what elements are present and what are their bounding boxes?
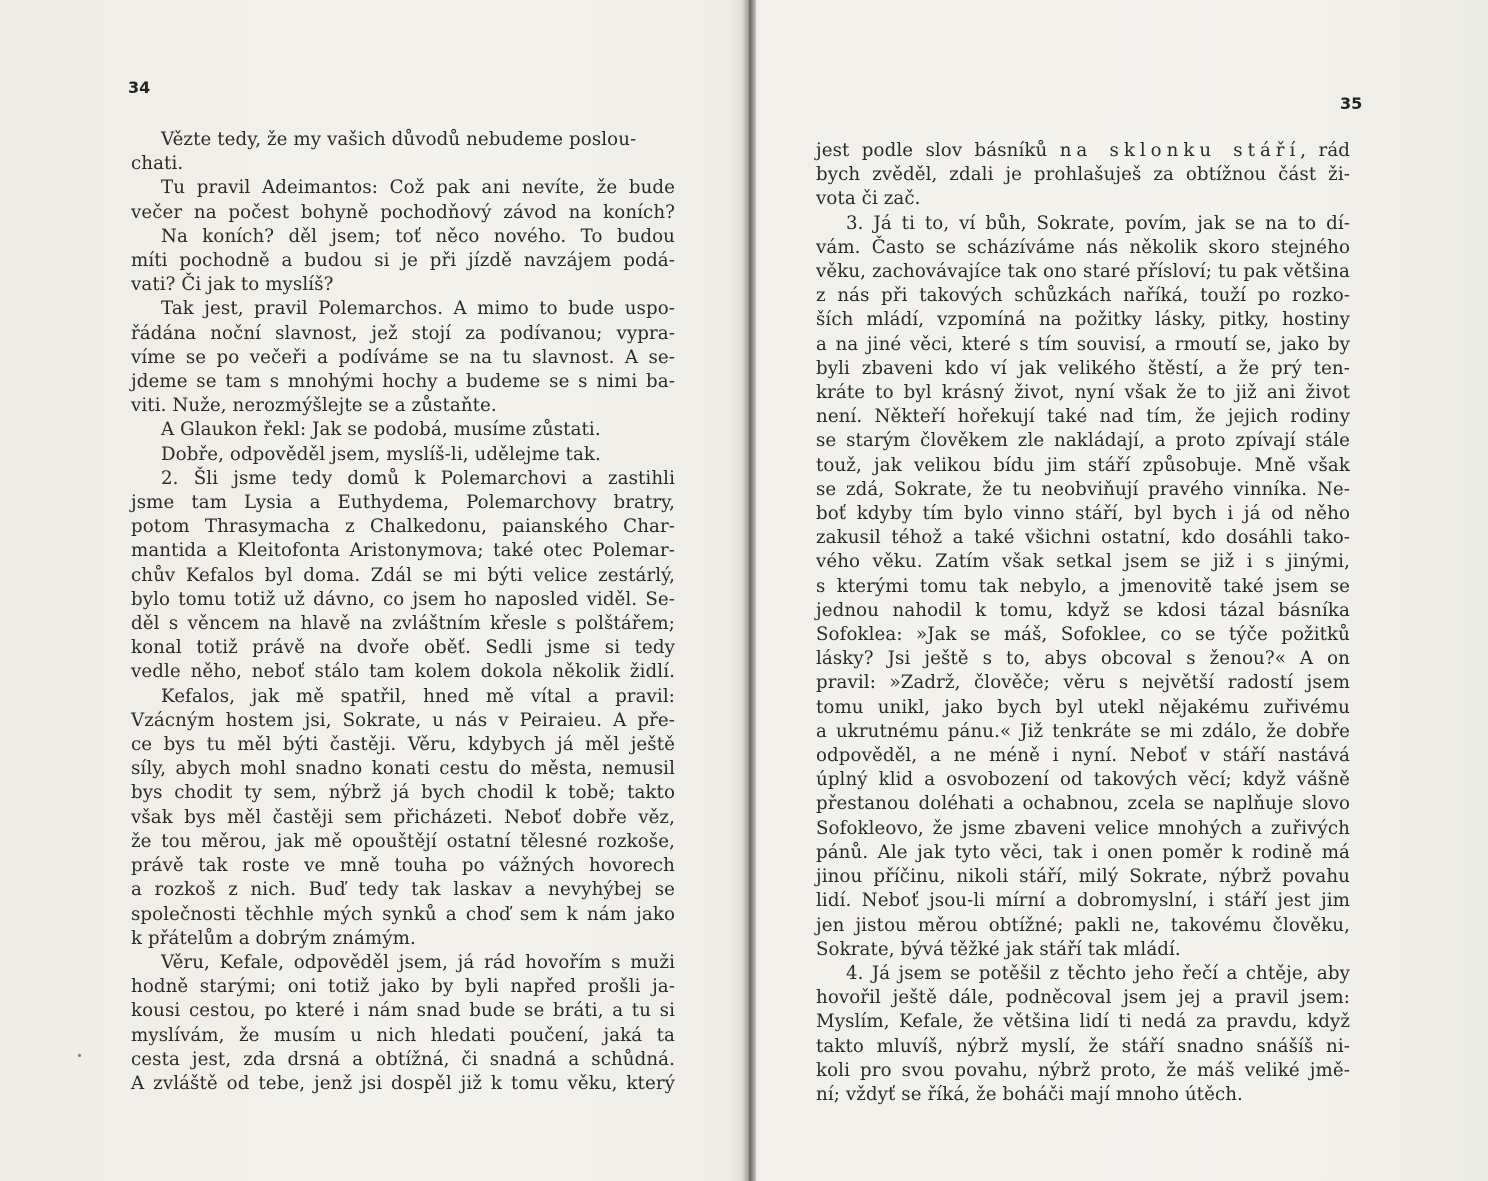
text-line: úplný klid a osvobození od takových věcí; když vášně [816, 769, 1350, 791]
text-line: chův Kefalos byl doma. Zdál se mi býti velice zestárlý, [131, 564, 675, 586]
text-line: právě tak roste ve mně touha po vážných hovorech [131, 855, 675, 877]
text-line: jednou nahodil k tomu, když se kdosi tázal básníka [816, 599, 1350, 621]
text-line: Kefalos, jak mě spatřil, hned mě vítal a pravil: [161, 685, 675, 707]
text-line: bylo tomu totiž už dávno, co jsem ho naposled viděl. Se- [131, 588, 675, 610]
text-line: vedle něho, neboť stálo tam kolem dokola několik židlí. [131, 661, 675, 683]
text-line: vota či zač. [816, 188, 921, 210]
paper-speck [78, 1054, 81, 1057]
text-line: 2. Šli jsme tedy domů k Polemarchovi a zastihli [161, 467, 675, 489]
text-line: Tu pravil Adeimantos: Což pak ani nevíte, že bude [161, 177, 675, 199]
text-line: Vzácným hostem jsi, Sokrate, u nás v Peiraieu. A pře- [131, 709, 675, 731]
text-line: víme se po večeři a podíváme se na tu slavnost. A se- [131, 346, 675, 368]
text-line: jest podle slov básníků na sklonku stáří, rád [816, 140, 1350, 161]
text-line: jdeme se tam s mnohými hochy a budeme se s nimi ba- [131, 371, 675, 393]
text-line: lásky? Jsi ještě s to, abys obcoval s ženou?« A on [816, 648, 1350, 670]
text-line: boť kdyby tím bylo vinno stáří, byl bych i já od něho [816, 503, 1350, 525]
text-line: potom Thrasymacha z Chalkedonu, paianského Char- [131, 516, 675, 538]
text-line: se starým člověkem zle nakládají, a proto zpívají stále [816, 430, 1350, 452]
text-line: ších mládí, vzpomíná na požitky lásky, pitky, hostiny [816, 309, 1350, 331]
text-line: a rozkoš z nich. Buď tedy tak laskav a nevyhýbej se [131, 879, 675, 901]
text-line: chati. [131, 153, 184, 175]
text-line: není. Někteří hořekují také nad tím, že jejich rodiny [816, 406, 1350, 428]
text-line: odpověděl, a ne méně i nyní. Neboť v stáří nastává [816, 745, 1350, 767]
text-line: a na jiné věci, které s tím souvisí, a rmoutí se, jako by [816, 333, 1350, 355]
body-text [131, 128, 675, 1096]
text-line: A Glaukon řekl: Jak se podobá, musíme zůstati. [161, 419, 601, 441]
text-line: a ukrutnému pánu.« Již tenkráte se mi zdálo, že dobře [816, 720, 1350, 742]
page-number: 34 [128, 78, 151, 97]
text-line: jsme tam Lysia a Euthydema, Polemarchovy bratry, [131, 492, 675, 514]
page-number: 35 [1340, 94, 1363, 113]
text-line: lidí. Neboť jsou-li mírní a dobromyslní, i stáří jest jim [816, 890, 1350, 912]
text-line: s kterými tomu tak nebylo, a jmenovitě také jsem se [816, 575, 1350, 597]
text-line: pánů. Ale jak tyto věci, tak i onen poměr k rodině má [816, 841, 1350, 863]
text-line: z nás při takových schůzkách naříká, touží po rozko- [816, 285, 1350, 307]
text-line: však bys měl častěji sem přicházeti. Neboť dobře věz, [131, 806, 675, 828]
text-line: byli zbaveni kdo ví jak velikého štěstí, a že prý ten- [816, 357, 1350, 379]
text-line: jinou příčinu, nikoli stáří, milý Sokrate, nýbrž povahu [816, 866, 1350, 888]
text-line: viti. Nuže, nerozmýšlejte se a zůstaňte. [131, 395, 497, 417]
text-line: takto mluvíš, nýbrž myslí, že stáří snadno snášíš ni- [816, 1035, 1350, 1057]
text-line: tomu unikl, jako bych byl utekl nějakému zuřivému [816, 696, 1350, 718]
text-line: Sokrate, bývá těžké jak stáří tak mládí. [816, 938, 1181, 960]
text-line: myslívám, že musím u nich hledati poučení, jaká ta [131, 1024, 675, 1046]
text-line: Na koních? děl jsem; toť něco nového. To budou [161, 225, 675, 247]
text-line: cesta jest, zda drsná a obtížná, či snadná a schůdná. [131, 1048, 675, 1070]
text-line: pravil: »Zadrž, člověče; věru s největší radostí jsem [816, 672, 1350, 694]
text-line: touž, jak velikou bídu jim stáří způsobuje. Mně však [816, 454, 1350, 476]
text-line: vám. Často se scházíváme nás několik skoro stejného [816, 236, 1350, 258]
text-line: 3. Já ti to, ví bůh, Sokrate, povím, jak se na to dí- [846, 212, 1350, 234]
text-line: hodně starými; oni totiž jako by byli napřed prošli ja- [131, 976, 675, 998]
text-line: vati? Či jak to myslíš? [131, 274, 334, 296]
book-gutter [742, 0, 756, 1181]
text-line: večer na počest bohyně pochodňový závod na koních? [131, 201, 675, 223]
text-line: věku, zachovávajíce tak ono staré přísloví; tu pak většina [816, 261, 1350, 283]
text-line: síly, abych mohl snadno konati cestu do města, nemusil [131, 758, 675, 780]
text-line: Sofoklea: »Jak se máš, Sofoklee, co se týče požitků [816, 624, 1350, 646]
text-line: vého věku. Zatím však setkal jsem se již i s jinými, [816, 551, 1350, 573]
text-line: ní; vždyť se říká, že boháči mají mnoho útěch. [816, 1083, 1243, 1105]
body-text [816, 139, 1350, 1107]
emphasized-phrase: na sklonku stáří [1059, 140, 1301, 161]
text-line: hovořil ještě dále, podněcoval jsem jej a pravil jsem: [816, 987, 1350, 1009]
text-line: k přátelům a dobrým známým. [131, 927, 416, 949]
right-page [756, 0, 1488, 1181]
text-line: přestanou doléhati a ochabnou, zcela se naplňuje slovo [816, 793, 1350, 815]
left-page [0, 0, 742, 1181]
text-line: zakusil téhož a také všichni ostatní, kdo dosáhli tako- [816, 527, 1350, 549]
text-line: Myslím, Kefale, že většina lidí ti nedá za pravdu, když [816, 1011, 1350, 1033]
text-line: Vězte tedy, že my vašich důvodů nebudeme poslou- [161, 129, 637, 150]
text-line: Věru, Kefale, odpověděl jsem, já rád hovořím s muži [161, 951, 675, 973]
text-line: se zdá, Sokrate, že tu neobviňují pravého vinníka. Ne- [816, 478, 1350, 500]
text-line: jen jistou měrou obtížné; pakli ne, takovému člověku, [816, 914, 1350, 936]
text-line: mantida a Kleitofonta Aristonymova; také otec Polemar- [131, 540, 675, 562]
text-line: bys chodit ty sem, nýbrž já bych chodil k tobě; takto [131, 782, 675, 804]
text-line: společnosti těchhle mých synků a choď sem k nám jako [131, 903, 675, 925]
text-line: Sofokleovo, že jsme zbaveni velice mnohých a zuřivých [816, 817, 1350, 839]
text-line: ce bys tu měl býti častěji. Věru, kdybych já měl ještě [131, 734, 675, 756]
text-line: konal totiž právě na dvoře oběť. Sedli jsme si tedy [131, 637, 675, 659]
text-line: bych zvěděl, zdali je prohlašuješ za obtížnou část ži- [816, 164, 1350, 186]
text-line: Dobře, odpověděl jsem, myslíš-li, udělejme tak. [161, 443, 601, 465]
text-line: řádána noční slavnost, jež stojí za podívanou; vypra- [131, 322, 675, 344]
text-line: míti pochodně a budou si je při jízdě navzájem podá- [131, 250, 675, 272]
text-line: koli pro svou povahu, nýbrž proto, že máš veliké jmě- [816, 1059, 1350, 1081]
text-line: děl s věncem na hlavě na zvláštním křesle s polštářem; [131, 613, 675, 635]
text-line: že tou měrou, jak mě opouštějí ostatní tělesné rozkoše, [131, 830, 675, 852]
text-line: Tak jest, pravil Polemarchos. A mimo to bude uspo- [161, 298, 675, 320]
text-line: kráte to byl krásný život, nyní však že to již ani život [816, 382, 1350, 404]
text-line: 4. Já jsem se potěšil z těchto jeho řečí a chtěje, aby [846, 962, 1350, 984]
text-line: A zvláště od tebe, jenž jsi dospěl již k tomu věku, který [131, 1072, 675, 1094]
text-line: kousi cestou, po které i nám snad bude se bráti, a tu si [131, 1000, 675, 1022]
